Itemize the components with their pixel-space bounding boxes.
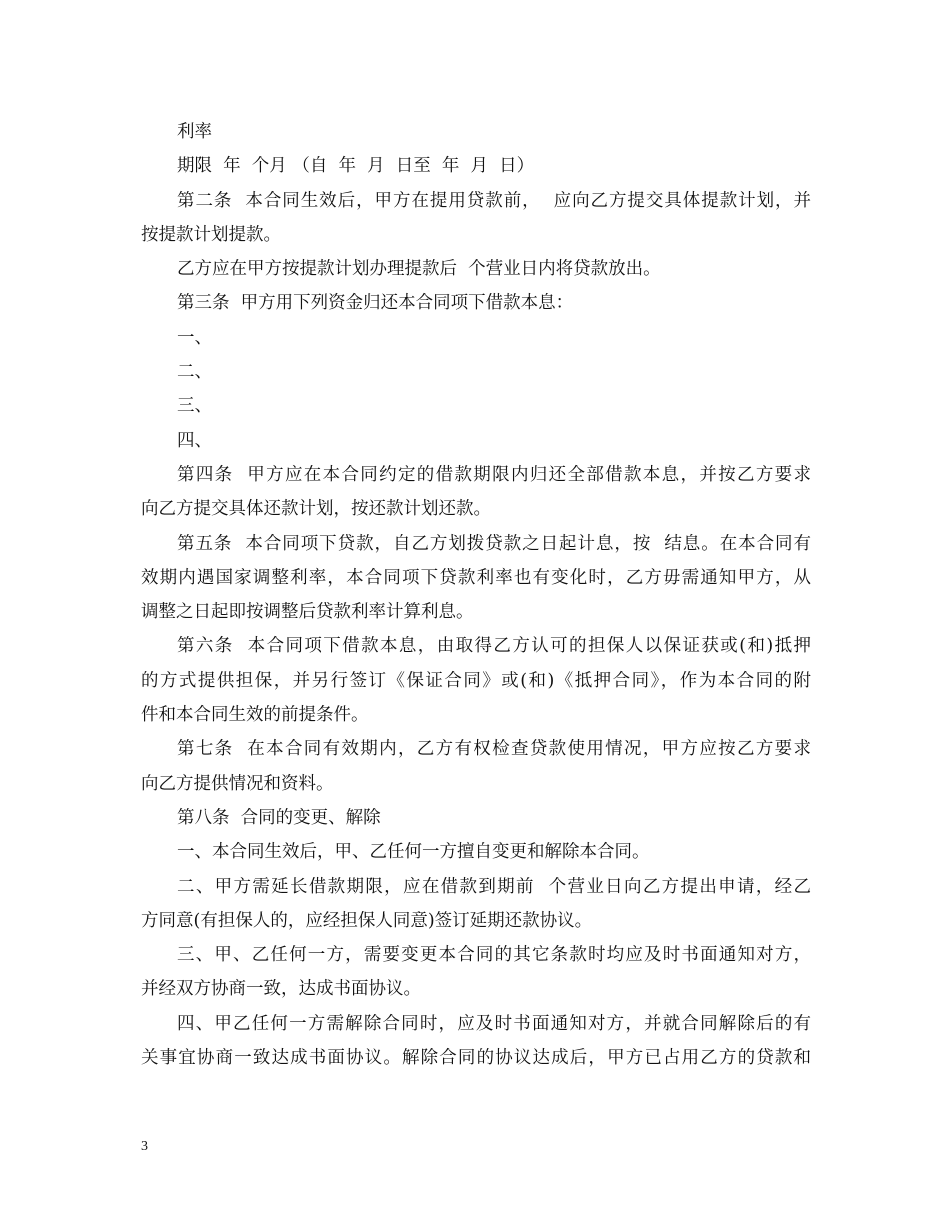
text-line: 利率: [177, 122, 212, 142]
text-line: 乙方应在甲方按提款计划办理提款后 个营业日内将贷款放出。: [177, 259, 661, 280]
text-line: 四、甲乙任何一方需解除合同时，应及时书面通知对方，并就合同解除后的有: [177, 1013, 811, 1034]
text-line: 第八条 合同的变更、解除: [177, 807, 381, 828]
text-line: 第三条 甲方用下列资金归还本合同项下借款本息：: [177, 293, 574, 314]
text-line: 第六条 本合同项下借款本息，由取得乙方认可的担保人以保证获或(和)抵押: [177, 636, 811, 657]
text-line: 按提款计划提款。: [141, 224, 281, 245]
text-line: 三、甲、乙任何一方，需要变更本合同的其它条款时均应及时书面通知对方，: [177, 945, 811, 966]
text-line: 期限 年 个月 （自 年 月 日至 年 月 日）: [177, 156, 535, 177]
text-line: 一、: [177, 327, 212, 348]
text-line: 方同意(有担保人的，应经担保人同意)签订延期还款协议。: [141, 910, 593, 931]
text-line: 第四条 甲方应在本合同约定的借款期限内归还全部借款本息，并按乙方要求: [177, 464, 811, 485]
page-number: 3: [141, 1139, 148, 1154]
document-body: [141, 115, 811, 1075]
text-line: 二、甲方需延长借款期限，应在借款到期前 个营业日向乙方提出申请，经乙: [177, 876, 811, 897]
text-line: 并经双方协商一致，达成书面协议。: [141, 979, 421, 1000]
text-line: 件和本合同生效的前提条件。: [141, 705, 369, 726]
text-line: 第七条 在本合同有效期内，乙方有权检查贷款使用情况，甲方应按乙方要求: [177, 739, 811, 760]
text-line: 效期内遇国家调整利率，本合同项下贷款利率也有变化时，乙方毋需通知甲方，从: [141, 567, 811, 588]
text-line: 调整之日起即按调整后贷款利率计算利息。: [141, 602, 474, 623]
text-line: 二、: [177, 362, 212, 383]
text-line: 三、: [177, 396, 212, 417]
text-line: 关事宜协商一致达成书面协议。解除合同的协议达成后，甲方已占用乙方的贷款和: [141, 1048, 811, 1069]
text-line: 四、: [177, 430, 212, 451]
text-line: 向乙方提交具体还款计划，按还款计划还款。: [141, 499, 491, 520]
text-line: 第二条 本合同生效后，甲方在提用贷款前， 应向乙方提交具体提款计划，并: [177, 190, 811, 211]
text-line: 第五条 本合同项下贷款，自乙方划拨贷款之日起计息，按 结息。在本合同有: [177, 533, 811, 554]
text-line: 向乙方提供情况和资料。: [141, 773, 334, 794]
text-line: 一、本合同生效后，甲、乙任何一方擅自变更和解除本合同。: [177, 842, 650, 863]
text-line: 的方式提供担保，并另行签订《保证合同》或(和)《抵押合同》，作为本合同的附: [141, 670, 811, 691]
